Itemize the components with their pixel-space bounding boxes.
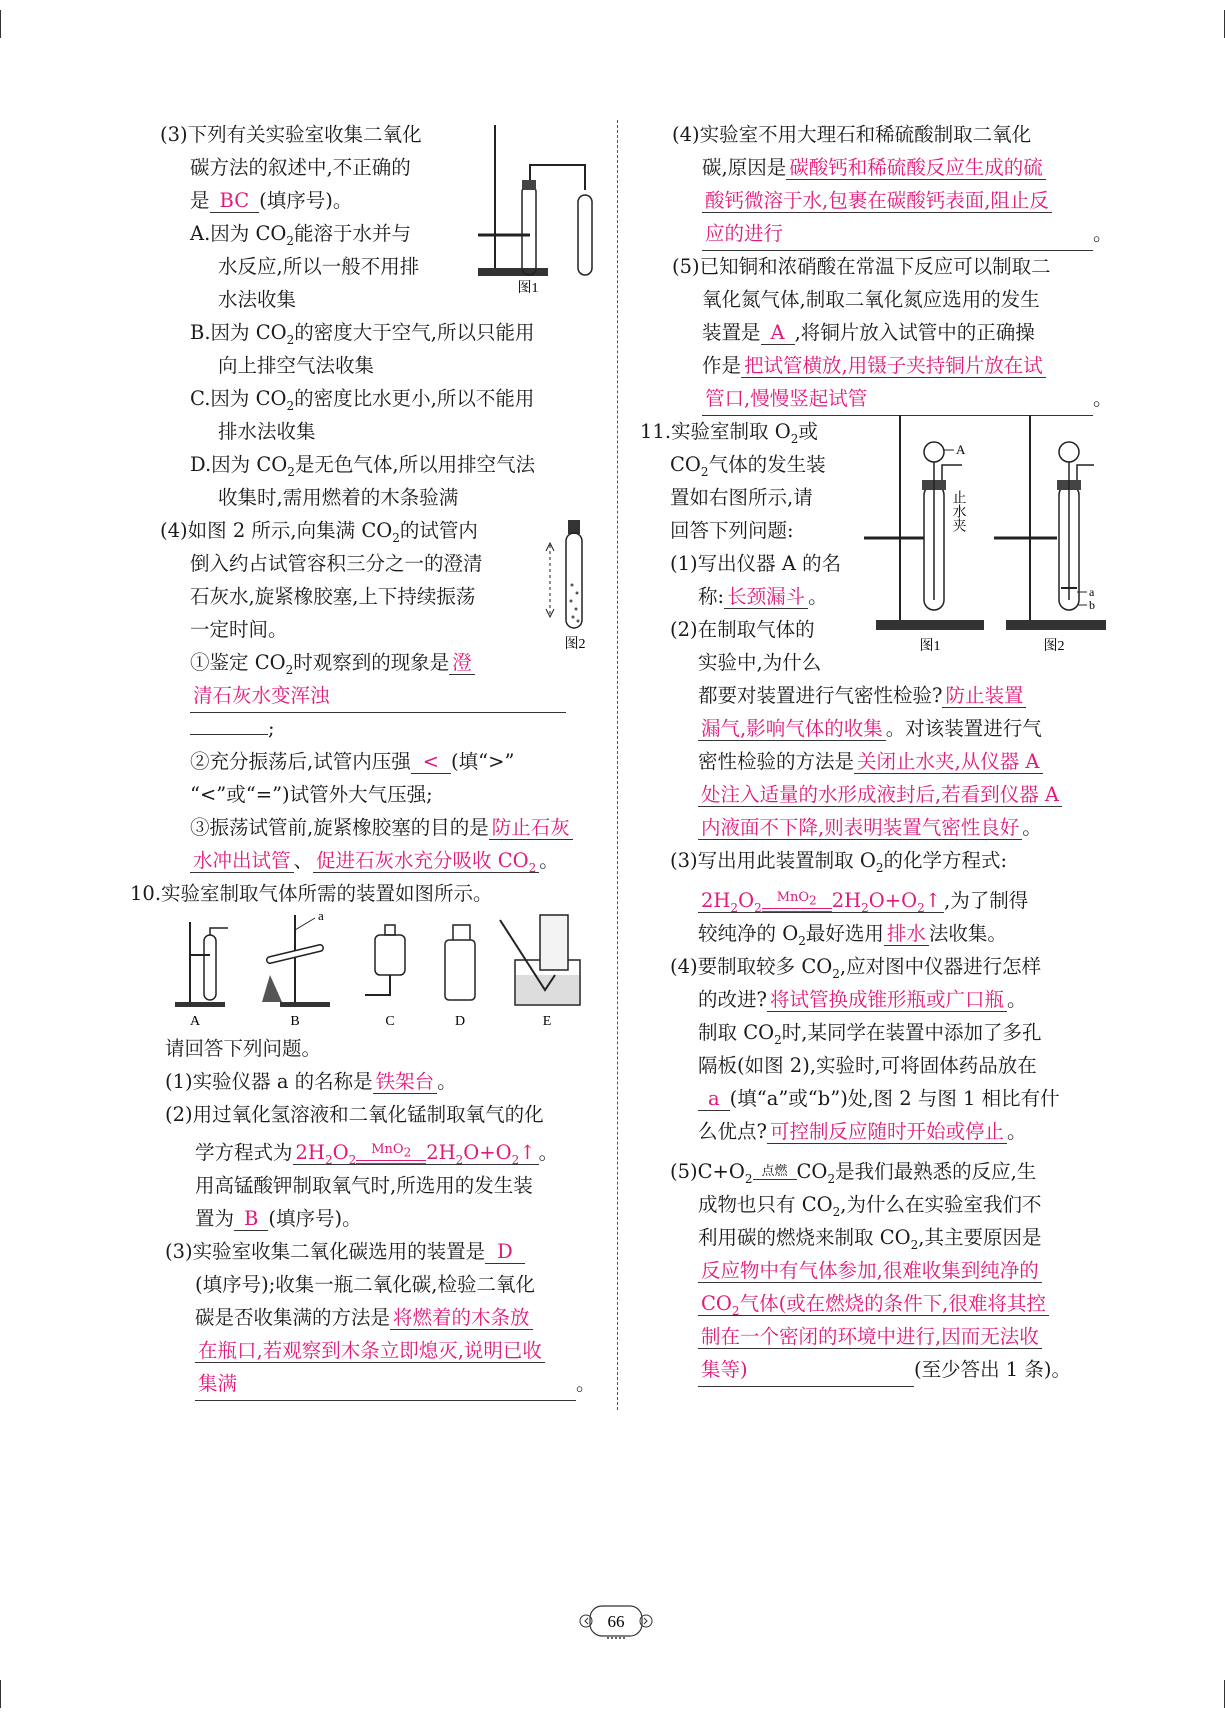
q11-label-b: b xyxy=(1089,598,1095,612)
q11-part-4-line5: a (填“a”或“b”)处,图 2 与图 1 相比有什 xyxy=(640,1082,1110,1115)
q11-part-1: (1)写出仪器 A 的名 xyxy=(670,552,842,575)
q11-p5-answer-b: $CO_2$气体(或在燃烧的条件下,很难将其控 xyxy=(698,1292,1049,1316)
r4-answer-b: 酸钙微溶于水,包裹在碳酸钙表面,阻止反 xyxy=(702,189,1052,213)
q11-p4-answer-a: 将试管换成锥形瓶或广口瓶 xyxy=(767,988,1007,1012)
q11-part-5-line5 xyxy=(640,1287,1110,1320)
q11-part-2-line7: 内液面不下降,则表明装置气密性良好 。 xyxy=(640,811,1110,844)
q4-sub3-answer-a: 防止石灰 xyxy=(489,816,573,840)
column-divider xyxy=(617,120,618,1410)
q4-line-4: 一定时间。 xyxy=(190,618,288,641)
q11-line-2: $CO_2$气体的发生装 xyxy=(670,453,826,479)
q4-sub3-answer-c: 促进石灰水充分吸收 $CO_2$ xyxy=(313,849,539,873)
q10-part-2-line3: 用高锰酸钾制取氧气时,所选用的发生装 xyxy=(195,1174,533,1197)
q10-part-3-line4 xyxy=(165,1334,605,1367)
q3-option-b-line2: 向上排空气法收集 xyxy=(218,354,375,377)
q11-p4-answer-b: a xyxy=(698,1087,730,1111)
q10-label-D: D xyxy=(454,1014,466,1029)
left-figure-1 xyxy=(470,120,610,295)
r5-answer-device: A xyxy=(761,321,795,345)
r4-line-3 xyxy=(672,184,1102,217)
q11-part-5-line7: 集等) (至少答出 1 条)。 xyxy=(640,1353,1110,1386)
left-fig2-caption: 图2 xyxy=(564,637,586,652)
q11-label-clamp: 止水夹 xyxy=(950,490,966,532)
q3-option-b: B.因为 $CO_2$的密度大于空气,所以只能用 xyxy=(190,321,535,347)
r5-answer-op-b: 管口,慢慢竖起试管 xyxy=(702,382,1093,416)
right-column xyxy=(672,118,1113,415)
q3-option-d: D.因为 $CO_2$是无色气体,所以用排空气法 xyxy=(190,453,536,479)
r4-line-2: 碳,原因是 碳酸钙和稀硫酸反应生成的硫 xyxy=(672,151,1102,184)
q11-part-4-line2: 的改进? 将试管换成锥形瓶或广口瓶 。 xyxy=(698,988,1027,1011)
q11-part-2-line6 xyxy=(640,778,1110,811)
q4-sub-3: ③振荡试管前,旋紧橡胶塞的目的是 防止石灰 xyxy=(160,811,600,844)
left-figure-2 xyxy=(540,515,610,655)
q10-part-3-line2: (填序号);收集一瓶二氧化碳,检验二氧化 xyxy=(195,1273,535,1296)
q11-part-5-line2: 成物也只有 $CO_2$,为什么在实验室我们不 xyxy=(698,1193,1042,1219)
q10-apparatus-figure xyxy=(170,910,610,1030)
question-10-body xyxy=(165,1032,605,1400)
q10-part-3-line3: 碳是否收集满的方法是 将燃着的木条放 xyxy=(165,1301,605,1334)
q3-option-a-line2: 水反应,所以一般不用排 xyxy=(218,255,420,278)
q11-figure xyxy=(862,410,1112,655)
crop-mark-top-left xyxy=(0,10,15,38)
q4-line-2: 倒入约占试管容积三分之一的澄清 xyxy=(190,552,483,575)
q3-option-a-line3: 水法收集 xyxy=(218,288,297,311)
q11-part-4-line3: 制取 $CO_2$时,某同学在装置中添加了多孔 xyxy=(698,1021,1042,1047)
crop-mark-bottom-right xyxy=(1210,1680,1225,1708)
q4-sub3-answer-b: 水冲出试管 xyxy=(190,849,294,873)
q11-part-5-line6 xyxy=(640,1320,1110,1353)
r5-line-2: 氧化氮气体,制取二氧化氮应选用的发生 xyxy=(702,288,1040,311)
q11-p2-answer-c: 关闭止水夹,从仪器 A xyxy=(854,750,1042,774)
q11-part-1-line2: 称: 长颈漏斗 。 xyxy=(698,585,828,608)
question-r4 xyxy=(672,118,1113,250)
page-number-badge xyxy=(578,1604,654,1640)
q4-line-1: (4)如图 2 所示,向集满 $CO_2$的试管内 xyxy=(160,519,478,545)
r5-answer-op-a: 把试管横放,用镊子夹持铜片放在试 xyxy=(741,354,1046,378)
q11-p3-answer: 排水 xyxy=(884,922,929,946)
r5-line-1: (5)已知铜和浓硝酸在常温下反应可以制取二 xyxy=(672,255,1051,278)
r4-line-4: 应的进行 。 xyxy=(672,217,1102,250)
q10-intro: 请回答下列问题。 xyxy=(165,1037,322,1060)
q3-line-1: (3)下列有关实验室收集二氧化 xyxy=(160,123,422,146)
q11-fig2-caption: 图2 xyxy=(1043,639,1065,654)
q11-p3-equation: $2H_2O_2$ MnO$_2$ $2H_2O+O_2↑$ xyxy=(698,889,944,913)
q10-part-2: (2)用过氧化氢溶液和二氧化锰制取氧气的化 xyxy=(165,1103,544,1126)
q4-sub1-answer-a: 澄 xyxy=(449,651,475,675)
q11-p2-answer-d: 处注入适量的水形成液封后,若看到仪器 A xyxy=(698,783,1062,807)
q11-p2-answer-e: 内液面不下降,则表明装置气密性良好 xyxy=(698,816,1022,840)
q11-p5-answer-d: 集等) xyxy=(698,1353,914,1387)
q11-part-2-line5: 密性检验的方法是 关闭止水夹,从仪器 A xyxy=(640,745,1110,778)
question-r5 xyxy=(672,250,1113,415)
q10-part-2-equation-line: 学方程式为 $2H_2O_2$ MnO$_2$ $2H_2O+O_2↑$ 。 xyxy=(195,1141,559,1167)
q11-part-4: (4)要制取较多 $CO_2$,应对图中仪器进行怎样 xyxy=(670,955,1042,981)
q4-sub1-answer-b: 清石灰水变浑浊 xyxy=(190,679,566,713)
q4-line-3: 石灰水,旋紧橡胶塞,上下持续振荡 xyxy=(190,585,476,608)
q4-sub-1-line3: ; xyxy=(160,712,600,745)
q10-title: 10.实验室制取气体所需的装置如图所示。 xyxy=(130,882,493,905)
question-10 xyxy=(130,877,600,910)
q11-line-3: 置如右图所示,请 xyxy=(670,486,813,509)
q11-p5-answer-c: 制在一个密闭的环境中进行,因而无法收 xyxy=(698,1325,1042,1349)
q10-p3-answer-c: 集满 xyxy=(195,1367,576,1401)
q11-label-A: A xyxy=(956,442,966,457)
r4-answer-a: 碳酸钙和稀硫酸反应生成的硫 xyxy=(786,156,1046,180)
q10-p1-answer: 铁架台 xyxy=(373,1070,438,1094)
q4-sub-1-line2 xyxy=(160,679,600,712)
q3-option-c-line2: 排水法收集 xyxy=(218,420,316,443)
q3-answer: BC xyxy=(210,189,260,213)
q4-sub-3-line2: 水冲出试管 、 促进石灰水充分吸收 $CO_2$ 。 xyxy=(160,844,600,877)
q11-part-2: (2)在制取气体的 xyxy=(670,618,815,641)
q10-part-1: (1)实验仪器 a 的名称是 铁架台 。 xyxy=(165,1070,457,1093)
q10-p3-answer-a: 将燃着的木条放 xyxy=(390,1306,533,1330)
q11-part-3: (3)写出用此装置制取 $O_2$的化学方程式: xyxy=(670,849,1008,875)
q4-sub-2-line2: “<”或“=”)试管外大气压强; xyxy=(190,783,433,806)
q10-p2-answer: B xyxy=(234,1207,268,1231)
r4-answer-c: 应的进行 xyxy=(702,217,1093,251)
q11-part-2-line4: 漏气,影响气体的收集 。对该装置进行气 xyxy=(640,712,1110,745)
left-fig1-caption: 图1 xyxy=(517,281,539,295)
page-number: 66 xyxy=(607,1612,625,1631)
q10-label-a: a xyxy=(318,910,324,923)
q10-part-3-line5: 集满 。 xyxy=(165,1367,605,1400)
q11-part-5-line3: 利用碳的燃烧来制取 $CO_2$,其主要原因是 xyxy=(698,1226,1042,1252)
q4-sub2-answer: < xyxy=(411,750,451,774)
crop-mark-bottom-left xyxy=(0,1680,15,1708)
q3-option-c: C.因为 $CO_2$的密度比水更小,所以不能用 xyxy=(190,387,535,413)
question-4 xyxy=(160,514,600,877)
q10-p2-equation: $2H_2O_2$ MnO$_2$ $2H_2O+O_2↑$ xyxy=(293,1141,539,1165)
q10-label-C: C xyxy=(385,1014,395,1029)
q11-part-4-line4: 隔板(如图 2),实验时,可将固体药品放在 xyxy=(698,1054,1037,1077)
q4-sub-2: ②充分振荡后,试管内压强 < (填“>” xyxy=(190,750,515,773)
q11-line-4: 回答下列问题: xyxy=(670,519,794,542)
q11-p1-answer: 长颈漏斗 xyxy=(724,585,808,609)
q10-part-3: (3)实验室收集二氧化碳选用的装置是 D xyxy=(165,1235,605,1268)
r4-line-1: (4)实验室不用大理石和稀硫酸制取二氧化 xyxy=(672,123,1032,146)
q3-option-a: A.因为 $CO_2$能溶于水并与 xyxy=(190,222,412,248)
q11-p2-answer-b: 漏气,影响气体的收集 xyxy=(698,717,886,741)
q11-fig1-caption: 图1 xyxy=(919,639,941,654)
q10-label-B: B xyxy=(290,1014,300,1029)
q3-option-d-line2: 收集时,需用燃着的木条验满 xyxy=(218,486,459,509)
q3-line-2: 碳方法的叙述中,不正确的 xyxy=(190,156,411,179)
q3-line-3: 是 BC (填序号)。 xyxy=(190,189,353,212)
q11-p5-answer-a: 反应物中有气体参加,很难收集到纯净的 xyxy=(698,1259,1042,1283)
q11-label-a: a xyxy=(1089,585,1095,599)
q10-p3-answer: D xyxy=(485,1240,525,1264)
crop-mark-top-right xyxy=(1210,10,1225,38)
q4-sub-1: ①鉴定 $CO_2$时观察到的现象是 澄 xyxy=(160,646,600,679)
q10-p3-answer-b: 在瓶口,若观察到木条立即熄灭,说明已收 xyxy=(195,1339,545,1363)
r5-line-3: 装置是 A ,将铜片放入试管中的正确操 xyxy=(702,321,1035,344)
q10-part-2-line4: 置为 B (填序号)。 xyxy=(195,1207,362,1230)
q11-part-5-line4 xyxy=(640,1254,1110,1287)
q11-part-2-line2: 实验中,为什么 xyxy=(698,651,822,674)
q11-part-3-equation-line: $2H_2O_2$ MnO$_2$ $2H_2O+O_2↑$ ,为了制得 xyxy=(640,877,1110,917)
q11-part-5: $(5)C+O_2$ 点燃 $CO_2$是我们最熟悉的反应,生 xyxy=(670,1160,1037,1186)
q10-label-E: E xyxy=(542,1014,552,1029)
r5-line-4: 作是 把试管横放,用镊子夹持铜片放在试 xyxy=(672,349,1102,382)
q11-p2-answer-a: 防止装置 xyxy=(942,684,1026,708)
r5-line-5: 管口,慢慢竖起试管 。 xyxy=(672,382,1102,415)
q11-line-1: 11.实验室制取 $O_2$或 xyxy=(640,420,818,446)
q11-part-4-line6: 么优点? 可控制反应随时开始或停止 。 xyxy=(698,1120,1027,1143)
q11-part-3-line3: 较纯净的 $O_2$最好选用 排水 法收集。 xyxy=(698,922,1007,948)
q11-part-2-line3: 都要对装置进行气密性检验? 防止装置 xyxy=(640,679,1110,712)
q10-label-A: A xyxy=(189,1014,201,1029)
q11-p4-answer-c: 可控制反应随时开始或停止 xyxy=(767,1120,1007,1144)
